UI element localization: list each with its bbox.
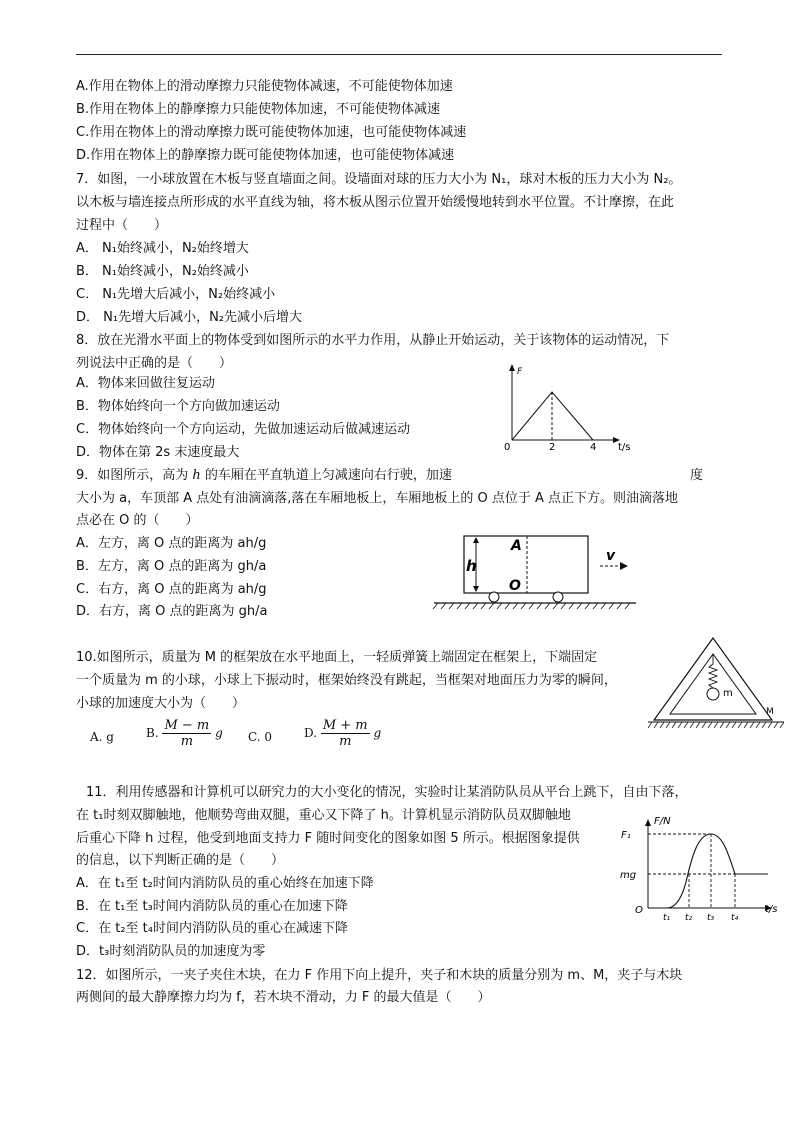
q10-option-d-den: m — [339, 734, 352, 749]
q7-stem-1: 7．如图，一小球放置在木板与竖直墙面之间。设墙面对球的压力大小为 N₁，球对木板的压力大小为 N₂。 — [76, 172, 682, 187]
q10-option-c: C. 0 — [248, 730, 273, 744]
q8-graph-tick-4: 4 — [590, 442, 597, 453]
q7-stem-2: 以木板与墙连接点所形成的水平直线为轴，将木板从图示位置开始缓慢地转到水平位置。不计摩擦，在此 — [76, 195, 675, 210]
q8-stem-1: 8．放在光滑水平面上的物体受到如图所示的水平力作用，从静止开始运动，关于该物体的运动情况，下 — [76, 333, 670, 348]
q9-option-a: A．左方，离 O 点的距离为 ah/g — [76, 536, 267, 551]
q10-label-m: m — [723, 688, 733, 699]
q11-stem-1: 11．利用传感器和计算机可以研究力的大小变化的情况，实验时让某消防队员从平台上跳下，自由下落， — [86, 785, 688, 800]
q10-option-d-num: M + m — [322, 718, 368, 733]
q11-graph-mg-label: mg — [620, 870, 637, 881]
q10-option-d — [304, 718, 381, 749]
q9-ground-hatching — [433, 603, 630, 609]
q7-option-b: B． N₁始终减小，N₂始终减小 — [76, 264, 249, 279]
q10-option-b-num: M − m — [164, 718, 210, 733]
q10-option-d-fraction — [321, 718, 370, 749]
q9-option-d: D．右方，离 O 点的距离为 gh/a — [76, 604, 268, 619]
q11-option-d: D．t₃时刻消防队员的加速度为零 — [76, 944, 266, 959]
q6-option-d: D.作用在物体上的静摩擦力既可能使物体加速，也可能使物体减速 — [76, 148, 455, 163]
q10-ground-hatching — [648, 722, 784, 728]
q9-label-a: A — [511, 538, 522, 554]
q11-graph-t1: t₁ — [663, 913, 671, 923]
q10-stem-3: 小球的加速度大小为（ ） — [76, 696, 246, 711]
q10-stem-1: 10.如图所示，质量为 M 的框架放在水平地面上，一轻质弹簧上端固定在框架上，下端固定 — [76, 650, 598, 665]
q8-graph-y-label: F — [517, 367, 523, 377]
q7-option-c: C． N₁先增大后减小，N₂始终减小 — [76, 287, 276, 302]
q6-option-c: C.作用在物体上的滑动摩擦力既可能使物体加速，也可能使物体减速 — [76, 125, 467, 140]
q10-option-b-fraction — [162, 718, 211, 749]
q10-frame-spring-figure — [648, 634, 790, 734]
q8-option-d: D．物体在第 2s 末速度最大 — [76, 445, 240, 460]
q11-stem-2: 在 t₁时刻双脚触地，他顺势弯曲双腿，重心又下降了 h。计算机显示消防队员双脚触地 — [76, 808, 571, 823]
q9-label-h: h — [466, 557, 477, 575]
q9-option-b: B．左方，离 O 点的距离为 gh/a — [76, 559, 267, 574]
q11-graph-t3: t₃ — [707, 913, 715, 923]
q9-option-c: C．右方，离 O 点的距离为 ah/g — [76, 582, 267, 597]
q10-option-b — [146, 718, 223, 749]
q7-option-d: D． N₁先增大后减小，N₂先减小后增大 — [76, 310, 303, 325]
q11-option-a: A．在 t₁至 t₂时间内消防队员的重心始终在加速下降 — [76, 876, 374, 891]
q11-graph-origin: O — [635, 905, 643, 916]
q11-graph-t2: t₂ — [685, 913, 693, 923]
q8-stem-2: 列说法中正确的是（ ） — [76, 356, 233, 371]
q11-graph-x-label: t/s — [765, 904, 778, 915]
q9-label-o: O — [509, 578, 521, 594]
q10-option-b-g: g — [215, 726, 223, 740]
q7-option-a: A． N₁始终减小，N₂始终增大 — [76, 241, 249, 256]
q6-option-b: B.作用在物体上的静摩擦力只能使物体加速，不可能使物体减速 — [76, 102, 441, 117]
q10-stem-2: 一个质量为 m 的小球，小球上下振动时，框架始终没有跳起，当框架对地面压力为零的瞬间， — [76, 673, 617, 688]
q9-stem-2: 大小为 a，车顶部 A 点处有油滴滴落,落在车厢地板上，车厢地板上的 O 点位于 A 点正下方。则油滴落地 — [76, 491, 679, 506]
q11-graph-y-label: F/N — [654, 816, 671, 827]
header-rule — [76, 54, 722, 55]
q9-label-v: v — [606, 548, 616, 564]
q6-option-a: A.作用在物体上的滑动摩擦力只能使物体减速，不可能使物体加速 — [76, 79, 453, 94]
q11-graph-f1-label: F₁ — [621, 830, 631, 841]
q8-graph-tick-2: 2 — [549, 442, 556, 453]
q10-option-b-letter: B. — [146, 726, 159, 740]
q11-stem-3: 后重心下降 h 过程，他受到地面支持力 F 随时间变化的图象如图 5 所示。根据图象提供 — [76, 831, 580, 846]
q8-force-time-graph — [498, 362, 648, 452]
q10-option-d-letter: D. — [304, 726, 318, 740]
q10-option-b-den: m — [180, 734, 194, 749]
q9-stem-1-b: 的车厢在平直轨道上匀减速向右行驶，加速 — [200, 468, 452, 483]
q11-graph-t4: t₄ — [731, 913, 739, 923]
q11-option-c: C．在 t₂至 t₄时间内消防队员的重心在减速下降 — [76, 921, 348, 936]
q8-option-c: C．物体始终向一个方向运动，先做加速运动后做减速运动 — [76, 422, 411, 437]
q8-graph-x-label: t/s — [618, 442, 631, 453]
q11-support-force-graph — [608, 812, 788, 924]
q10-option-a: A. g — [90, 730, 114, 744]
q9-stem-1 — [76, 466, 452, 486]
q12-stem-2: 两侧间的最大静摩擦力均为 f，若木块不滑动，力 F 的最大值是（ ） — [76, 990, 491, 1005]
q10-option-d-g: g — [373, 726, 382, 740]
q8-option-a: A．物体来回做往复运动 — [76, 376, 215, 391]
q12-stem-1: 12．如图所示，一夹子夹住木块，在力 F 作用下向上提升，夹子和木块的质量分别为 m、M，夹子与木块 — [76, 968, 683, 983]
q10-label-M: M — [766, 707, 774, 717]
q11-option-b: B．在 t₁至 t₃时间内消防队员的重心在加速下降 — [76, 899, 348, 914]
q9-h-symbol: h — [192, 468, 201, 483]
q8-option-b: B．物体始终向一个方向做加速运动 — [76, 399, 280, 414]
q11-stem-4: 的信息，以下判断正确的是（ ） — [76, 853, 285, 868]
q9-velocity-arrow — [620, 562, 628, 570]
q8-graph-origin: 0 — [504, 442, 511, 453]
q7-stem-3: 过程中（ ） — [76, 218, 168, 233]
q9-stem-1-a: 9．如图所示，高为 — [76, 468, 193, 483]
q9-train-car-figure — [432, 530, 642, 610]
q9-stem-3: 点必在 O 的（ ） — [76, 513, 199, 528]
q9-stem-1-c: 度 — [690, 468, 704, 483]
